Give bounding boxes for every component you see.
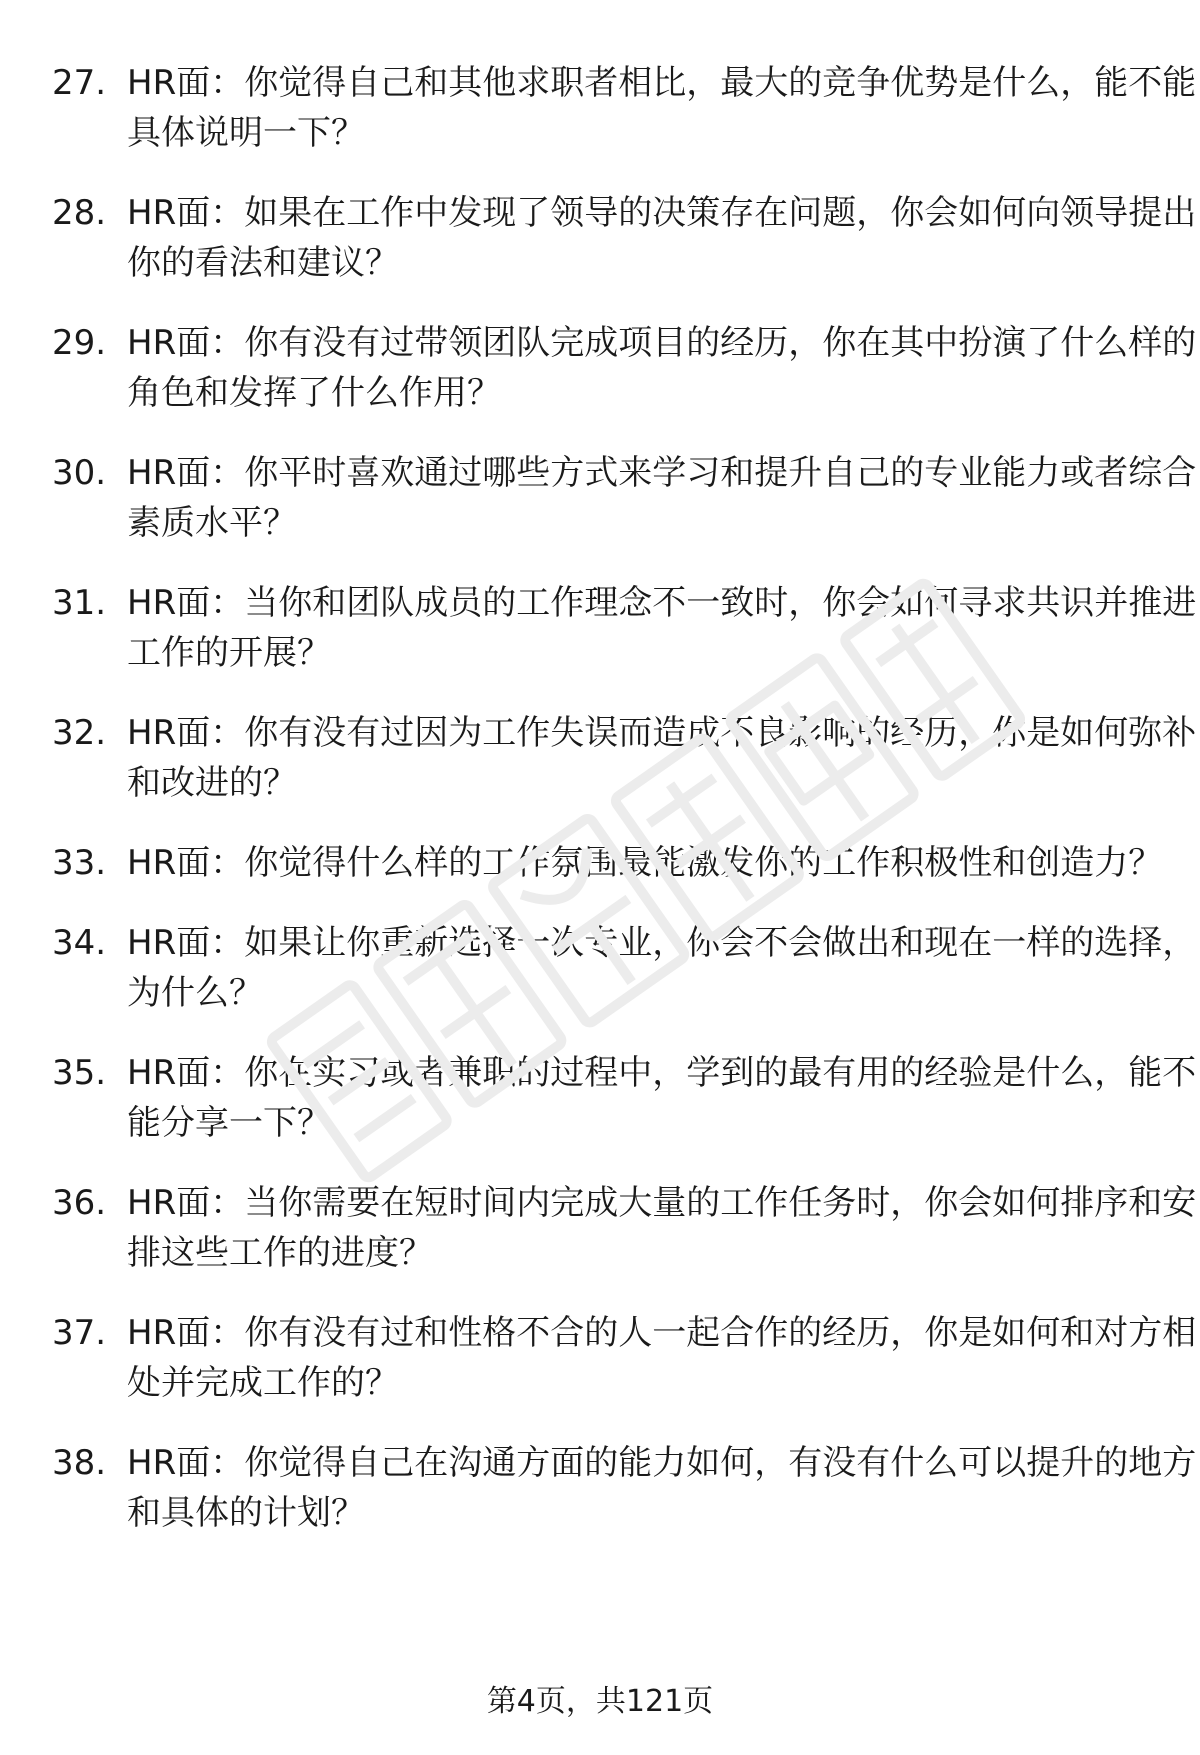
- question-number: 27.: [52, 63, 107, 103]
- question-text: HR面：如果让你重新选择一次专业，你会不会做出和现在一样的选择，为什么？: [127, 923, 1197, 1013]
- question-item: [52, 1048, 1197, 1148]
- question-item: [52, 708, 1197, 808]
- question-item: [52, 58, 1197, 158]
- question-number: 30.: [52, 453, 107, 493]
- question-item: [52, 578, 1197, 678]
- question-text: HR面：你有没有过因为工作失误而造成不良影响的经历，你是如何弥补和改进的？: [127, 713, 1197, 803]
- question-number: 29.: [52, 323, 107, 363]
- question-list: [52, 58, 1197, 1568]
- question-text: HR面：当你需要在短时间内完成大量的工作任务时，你会如何排序和安排这些工作的进度？: [127, 1183, 1197, 1273]
- question-text: HR面：当你和团队成员的工作理念不一致时，你会如何寻求共识并推进工作的开展？: [127, 583, 1197, 673]
- question-item: [52, 318, 1197, 418]
- question-number: 31.: [52, 583, 107, 623]
- question-item: [52, 188, 1197, 288]
- question-number: 38.: [52, 1443, 107, 1483]
- question-number: 32.: [52, 713, 107, 753]
- page-footer: 第4页，共121页: [486, 1684, 714, 1719]
- question-item: [52, 1178, 1197, 1278]
- question-number: 28.: [52, 193, 107, 233]
- question-text: HR面：如果在工作中发现了领导的决策存在问题，你会如何向领导提出你的看法和建议？: [127, 193, 1197, 283]
- question-number: 34.: [52, 923, 107, 963]
- question-number: 37.: [52, 1313, 107, 1353]
- question-text: HR面：你在实习或者兼职的过程中，学到的最有用的经验是什么，能不能分享一下？: [127, 1053, 1197, 1143]
- question-text: HR面：你有没有过和性格不合的人一起合作的经历，你是如何和对方相处并完成工作的？: [127, 1313, 1197, 1403]
- question-text: HR面：你觉得自己在沟通方面的能力如何，有没有什么可以提升的地方和具体的计划？: [127, 1443, 1197, 1533]
- question-text: HR面：你平时喜欢通过哪些方式来学习和提升自己的专业能力或者综合素质水平？: [127, 453, 1197, 543]
- question-item: [52, 1308, 1197, 1408]
- question-item: [52, 838, 1163, 888]
- question-text: HR面：你有没有过带领团队完成项目的经历，你在其中扮演了什么样的角色和发挥了什么作用？: [127, 323, 1197, 413]
- question-item: [52, 1438, 1197, 1538]
- question-text: HR面：你觉得自己和其他求职者相比，最大的竞争优势是什么，能不能具体说明一下？: [127, 63, 1197, 153]
- question-number: 35.: [52, 1053, 107, 1093]
- question-number: 36.: [52, 1183, 107, 1223]
- question-item: [52, 918, 1197, 1018]
- question-text: HR面：你觉得什么样的工作氛围最能激发你的工作积极性和创造力？: [127, 843, 1163, 883]
- question-item: [52, 448, 1197, 548]
- question-number: 33.: [52, 843, 107, 883]
